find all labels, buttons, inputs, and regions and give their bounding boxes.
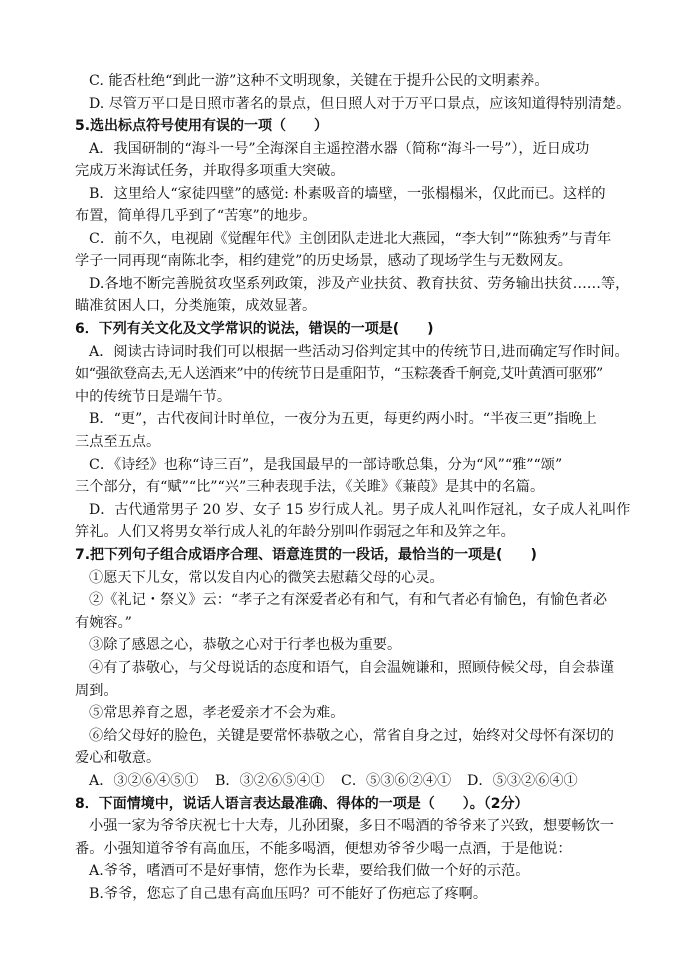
- q5-option-d-cont: 瞄准贫困人口，分类施策，成效显著。: [75, 298, 317, 314]
- q8-option-b: B.爷爷，您忘了自己患有高血压吗？可不能好了伤疤忘了疼啊。: [89, 886, 488, 902]
- q7-option-d: D．⑤③②⑥④①: [467, 773, 578, 789]
- q8-context: 小强一家为爷爷庆祝七十大寿，儿孙团聚，多日不喝酒的爷爷来了兴致，想要畅饮一: [89, 818, 614, 834]
- q4-option-d: D. 尽管万平口是日照市著名的景点，但日照人对于万平口景点，应该知道得特别清楚。: [89, 96, 631, 112]
- q6-option-b-cont: 三点至五点。: [75, 434, 161, 450]
- q7-sentence-4-cont: 周到。: [75, 683, 118, 699]
- q5-option-c: C．前不久，电视剧《觉醒年代》主创团队走进北大燕园，“李大钊”“陈独秀”与青年: [89, 231, 612, 247]
- question-6-title: 6．下列有关文化及文学常识的说法，错误的一项是( ): [75, 321, 434, 337]
- q6-option-c-cont: 三个部分，有“赋”“比”“兴”三种表现手法，《关雎》《蒹葭》是其中的名篇。: [75, 479, 545, 495]
- q6-option-b: B．“更”，古代夜间计时单位，一夜分为五更，每更约两小时。“半夜三更”指晚上: [89, 411, 597, 427]
- q8-context-cont: 番。小强知道爷爷有高血压，不能多喝酒，便想劝爷爷少喝一点酒，于是他说：: [75, 841, 572, 857]
- q5-option-a-cont: 完成万米海试任务，并取得多项重大突破。: [75, 163, 345, 179]
- q7-option-a: A．③②⑥④⑤①: [89, 773, 199, 789]
- q6-option-a-cont2: 中的传统节日是端午节。: [75, 389, 232, 405]
- q7-sentence-6: ⑥给父母好的脸色，关键是要常怀恭敬之心，常省自身之过，始终对父母怀有深切的: [89, 728, 614, 744]
- q7-sentence-3: ③除了感恩之心，恭敬之心对于行孝也极为重要。: [89, 637, 402, 653]
- q5-option-d: D.各地不断完善脱贫攻坚系列政策，涉及产业扶贫、教育扶贫、劳务输出扶贫……等，: [89, 276, 630, 292]
- question-7-title: 7.把下列句子组合成语序合理、语意连贯的一段话，最恰当的一项是( ): [75, 547, 537, 563]
- question-5-title: 5.选出标点符号使用有误的一项（ ）: [75, 118, 329, 134]
- q5-option-c-cont: 学子一同再现“南陈北李，相约建党”的历史场景，感动了现场学生与无数网友。: [75, 253, 572, 269]
- question-8-title: 8．下面情境中，说话人语言表达最准确、得体的一项是（ ）。（2分）: [75, 796, 529, 812]
- q6-option-a: A．阅读古诗词时我们可以根据一些活动习俗判定其中的传统节日,进而确定写作时间。: [89, 344, 629, 360]
- q5-option-b: B．这里给人“家徒四壁”的感觉: 朴素吸音的墙壁，一张榻榻米，仅此而已。这样的: [89, 186, 606, 202]
- q6-option-d-cont: 笄礼。人们又将男女举行成人礼的年龄分别叫作弱冠之年和及笄之年。: [75, 524, 515, 540]
- q7-sentence-2-cont: 有婉容。”: [75, 615, 132, 631]
- q5-option-a: A．我国研制的“海斗一号”全海深自主遥控潜水器（简称“海斗一号”），近日成功: [89, 141, 590, 157]
- q7-sentence-4: ④有了恭敬心，与父母说话的态度和语气，自会温婉谦和，照顾侍候父母，自会恭谨: [89, 660, 614, 676]
- q4-option-c: C. 能否杜绝“到此一游”这种不文明现象，关键在于提升公民的文明素养。: [89, 73, 549, 89]
- q8-option-a: A.爷爷，嗜酒可不是好事情，您作为长辈，要给我们做一个好的示范。: [89, 863, 530, 879]
- q7-options-row: [89, 771, 593, 791]
- q7-option-b: B．③②⑥⑤④①: [215, 773, 325, 789]
- q7-sentence-6-cont: 爱心和敬意。: [75, 750, 161, 766]
- q5-option-b-cont: 布置，简单得几乎到了“苦寒”的地步。: [75, 208, 317, 224]
- q7-sentence-5: ⑤常思养育之恩，孝老爱亲才不会为难。: [89, 705, 345, 721]
- q7-sentence-1: ①愿天下儿女，常以发自内心的微笑去慰藉父母的心灵。: [89, 570, 444, 586]
- q6-option-c: C．《诗经》也称“诗三百”，是我国最早的一部诗歌总集，分为“风”“雅”“颂”: [89, 457, 563, 473]
- q7-option-c: C．⑤③⑥②④①: [341, 773, 452, 789]
- q6-option-a-cont: 如“强欲登高去,无人送酒来”中的传统节日是重阳节，“玉粽袭香千舸竞,艾叶黄酒可驱邪”: [75, 366, 603, 382]
- q6-option-d: D．古代通常男子 20 岁、女子 15 岁行成人礼。男子成人礼叫作冠礼，女子成人礼叫作: [89, 502, 631, 518]
- q7-sentence-2: ②《礼记・祭义》云：“孝子之有深爱者必有和气，有和气者必有愉色，有愉色者必: [89, 592, 608, 608]
